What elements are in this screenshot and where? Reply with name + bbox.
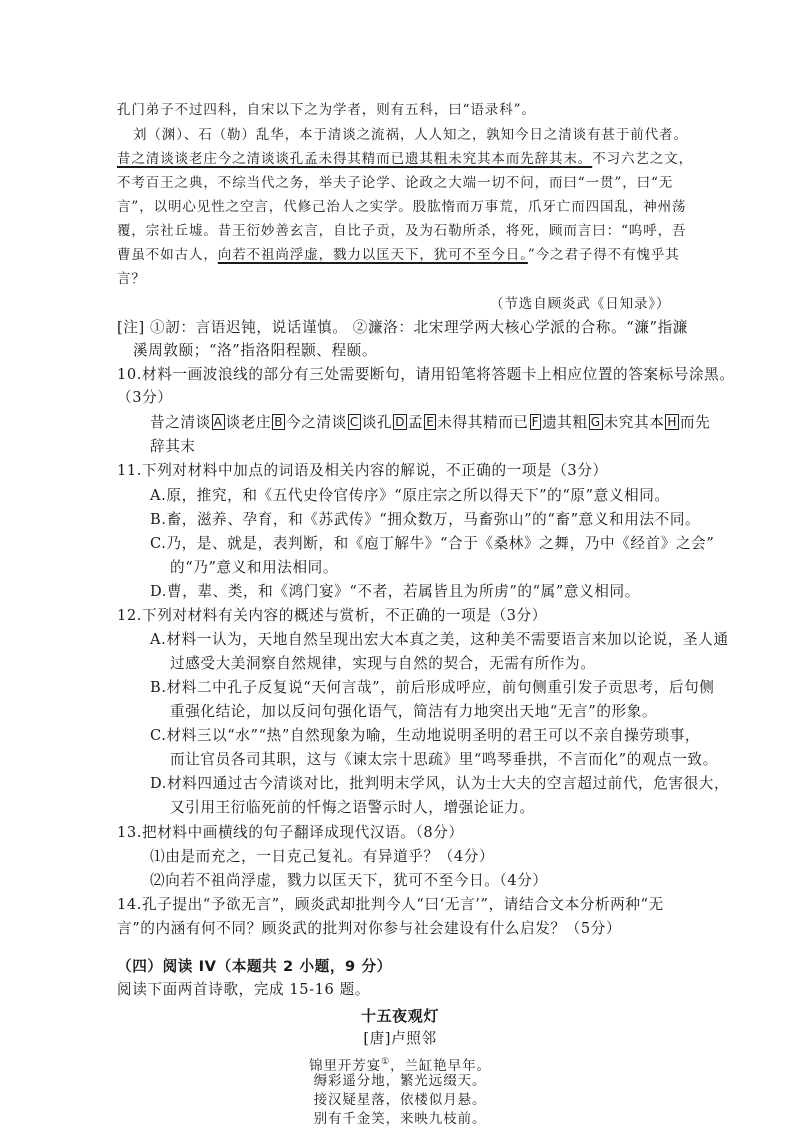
passage-text: ”今之君子得不有愧乎其 xyxy=(527,247,680,263)
question-12-stem: 12.下列对材料有关内容的概述与赏析，不正确的一项是（3分） xyxy=(117,607,547,624)
sentence-segment: 谈老庄 xyxy=(225,414,272,431)
passage-source: （节选自顾炎武《日知录》） xyxy=(490,296,671,312)
sentence-segment: 孟 xyxy=(408,414,424,431)
sentence-segment: 谈孔 xyxy=(361,414,393,431)
poem-text: 锦里开芳宴 xyxy=(309,1058,382,1074)
option-a: A.原，推究，和《五代史伶官传序》“原庄宗之所以得天下”的“原”意义相同。 xyxy=(150,487,670,504)
option-b: B.畜，滋养、孕育，和《苏武传》“拥众数万，马畜弥山”的“畜”意义和用法不同。 xyxy=(150,511,701,528)
poem-line: 接汉疑星落，依楼似月悬。 xyxy=(313,1092,487,1108)
footnote-line: [注] ①訒：言语迟钝，说话谨慎。 ②濂洛：北宋理学两大核心学派的合称。“濂”指濂 xyxy=(117,319,688,336)
question-14-stem: 14.孔子提出“予欲无言”，顾炎武却批判今人“曰‘无言’”，请结合文本分析两种“无 xyxy=(117,896,664,913)
option-c-cont: 的“乃”意义和用法相同。 xyxy=(170,559,339,576)
question-13-item: ⑴由是而充之，一日克己复礼。有异道乎？（4分） xyxy=(150,848,495,865)
section-instruction: 阅读下面两首诗歌，完成 15-16 题。 xyxy=(117,981,371,998)
passage-line: 言？ xyxy=(117,271,146,287)
option-d: D.曹，辈、类，和《鸿门宴》“不者，若属皆且为所虏”的“属”意义相同。 xyxy=(150,583,640,600)
option-d-cont: 又引用王衍临死前的忏悔之语警示时人，增强论证力。 xyxy=(170,799,535,816)
answer-option-box[interactable]: D xyxy=(395,415,406,429)
option-d: D.材料四通过古今清谈对比，批判明末学风，认为士大夫的空言超过前代，危害很大， xyxy=(150,775,730,792)
option-b: B.材料二中孔子反复说“天何言哉”，前后形成呼应，前句侧重引发子贡思考，后句侧 xyxy=(150,679,715,696)
underlined-sentence: 向若不祖尚浮虚，戮力以匡天下，犹可不至今日。 xyxy=(217,247,528,263)
passage-text: 不习六艺之文， xyxy=(592,151,694,167)
passage-line xyxy=(117,245,680,265)
sentence-segment: 未究其本 xyxy=(603,414,665,431)
question-10-sentence xyxy=(150,413,710,433)
answer-option-box[interactable]: G xyxy=(590,415,601,429)
footnote-marker: ① xyxy=(381,1057,391,1067)
passage-text: 曹虽不如古人， xyxy=(117,247,218,263)
poem-text: ，兰缸艳早年。 xyxy=(390,1058,491,1074)
option-a-cont: 过感受大美洞察自然规律，实现与自然的契合，无需有所作为。 xyxy=(170,655,596,672)
sentence-segment: 昔之清谈 xyxy=(150,414,211,431)
question-13-item: ⑵向若不祖尚浮虚，戮力以匡天下，犹可不至今日。（4分） xyxy=(150,872,548,889)
option-a: A.材料一认为，天地自然呈现出宏大本真之美，这种美不需要语言来加以论说，圣人通 xyxy=(150,631,729,648)
answer-option-box[interactable]: H xyxy=(667,415,678,429)
sentence-segment: 而先 xyxy=(680,414,711,431)
question-10-stem: 10.材料一画波浪线的部分有三处需要断句，请用铅笔将答题卡上相应位置的答案标号涂黑。 xyxy=(117,366,735,383)
question-10-score: （3分） xyxy=(117,389,173,406)
answer-option-box[interactable]: B xyxy=(274,415,284,429)
passage-line: 孔门弟子不过四科，自宋以下之为学者，则有五科，曰“语录科”。 xyxy=(117,102,536,118)
sentence-segment: 未得其精而已 xyxy=(437,414,529,431)
poem-author: [唐]卢照邻 xyxy=(363,1030,437,1047)
passage-line xyxy=(117,149,693,169)
passage-line: 覆，宗社丘墟。昔王衍妙善玄言，自比子贡，及为石勒所杀，将死，顾而言曰：“呜呼，吾 xyxy=(117,223,687,239)
question-11-stem: 11.下列对材料中加点的词语及相关内容的解说，不正确的一项是（3分） xyxy=(117,462,608,479)
poem-title: 十五夜观灯 xyxy=(360,1007,439,1025)
section-heading: （四）阅读 IV（本题共 2 小题，9 分） xyxy=(117,958,392,975)
wavy-underlined-text: 昔之清谈谈老庄今之清谈谈孔孟未得其精而已遗其粗未究其本而先辞其末。 xyxy=(117,151,593,167)
option-c-cont: 而让官员各司其职，这与《谏太宗十思疏》里“鸣琴垂拱，不言而化”的观点一致。 xyxy=(170,751,718,768)
option-c: C.材料三以“水”“热”自然现象为喻，生动地说明圣明的君王可以不亲自操劳琐事， xyxy=(150,727,701,744)
footnote-line: 溪周敦颐；“洛”指洛阳程颢、程颐。 xyxy=(133,342,378,359)
passage-line: 刘（渊）、石（勒）乱华，本于清谈之流祸，人人知之，孰知今日之清谈有甚于前代者。 xyxy=(133,127,688,143)
answer-option-box[interactable]: C xyxy=(349,415,359,429)
option-c: C.乃，是、就是，表判断，和《庖丁解牛》“合于《桑林》之舞，乃中《经首》之会” xyxy=(150,535,715,552)
answer-option-box[interactable]: E xyxy=(426,415,435,429)
question-13-stem: 13.把材料中画横线的句子翻译成现代汉语。（8分） xyxy=(117,824,464,841)
passage-line: 不考百王之典，不综当代之务，举夫子论学、论政之大端一切不问，而曰“一贯”，曰“无 xyxy=(117,175,674,191)
answer-option-box[interactable]: F xyxy=(531,415,540,429)
passage-line: 言”，以明心见性之空言，代修己治人之实学。股肱惰而万事荒，爪牙亡而四国乱，神州荡 xyxy=(117,199,687,215)
option-b-cont: 重强化结论，加以反问句强化语气，简洁有力地突出天地“无言”的形象。 xyxy=(170,703,658,720)
sentence-segment: 遗其粗 xyxy=(542,414,588,431)
question-10-sentence-tail: 辞其末 xyxy=(150,438,196,455)
poem-line: 别有千金笑，来映九枝前。 xyxy=(313,1111,487,1127)
question-14-stem-cont: 言”的内涵有何不同？顾炎武的批判对你参与社会建设有什么启发？（5分） xyxy=(117,920,622,937)
sentence-segment: 今之清谈 xyxy=(286,414,347,431)
answer-option-box[interactable]: A xyxy=(213,415,223,429)
poem-line: 缛彩遥分地，繁光远缀天。 xyxy=(313,1073,487,1089)
